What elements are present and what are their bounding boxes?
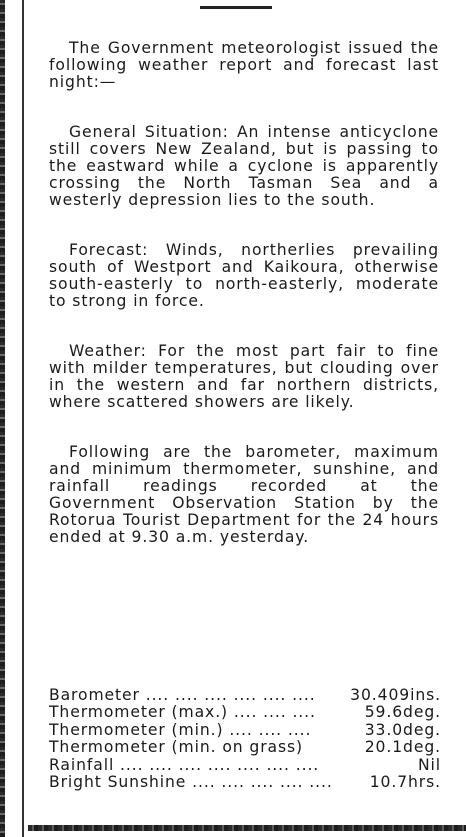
readings-table	[49, 687, 441, 791]
column-divider-rule	[22, 0, 24, 837]
reading-label: Thermometer (min. on grass)	[49, 738, 304, 757]
reading-label: Bright Sunshine .... .... .... .... ....	[49, 773, 333, 792]
reading-value: 33.0deg.	[364, 720, 441, 739]
forecast-paragraph: Forecast: Winds, northerlies prevailing south of Westport and Kaikoura, otherwise south-easterly to north-easterly, moderate to strong in force.	[49, 241, 439, 310]
reading-label: Thermometer (min.) .... .... ....	[49, 720, 312, 739]
reading-value: 10.7hrs.	[369, 773, 441, 792]
reading-row-barometer	[49, 687, 441, 704]
reading-row-thermometer-min	[49, 722, 441, 739]
reading-value: Nil	[417, 755, 441, 774]
reading-label: Thermometer (max.) .... .... ....	[49, 703, 316, 722]
reading-row-thermometer-grass	[49, 739, 441, 756]
reading-row-thermometer-max	[49, 704, 441, 721]
top-divider-rule	[200, 6, 272, 9]
reading-label: Barometer .... .... .... .... .... ....	[49, 686, 316, 704]
reading-value: 30.409ins.	[350, 686, 441, 704]
weather-paragraph: Weather: For the most part fair to fine with milder temperatures, but clouding over in the western and far northern districts, where scattered showers are likely.	[49, 342, 439, 411]
reading-row-rainfall	[49, 757, 441, 774]
readings-intro-paragraph: Following are the barometer, maximum and minimum thermometer, sunshine, and rainfall readings recorded at the Government Observation Station by the Rotorua Tourist Department for the 24 hours ended at 9.30 a.m. yesterday.	[49, 443, 439, 546]
reading-value: 59.6deg.	[364, 703, 441, 722]
reading-label: Rainfall .... .... .... .... .... .... ....	[49, 755, 320, 774]
bottom-divider-rule	[28, 825, 466, 831]
reading-value: 20.1deg.	[364, 738, 441, 757]
left-border-rule	[0, 0, 5, 837]
general-situation-paragraph: General Situation: An intense anticyclone still covers New Zealand, but is passing to the eastward while a cyclone is apparently crossing the North Tasman Sea and a westerly depression lies to the south.	[49, 123, 439, 209]
weather-report-article	[49, 40, 439, 579]
intro-paragraph: The Government meteorologist issued the following weather report and forecast last night:—	[49, 39, 439, 91]
reading-row-sunshine	[49, 774, 441, 791]
